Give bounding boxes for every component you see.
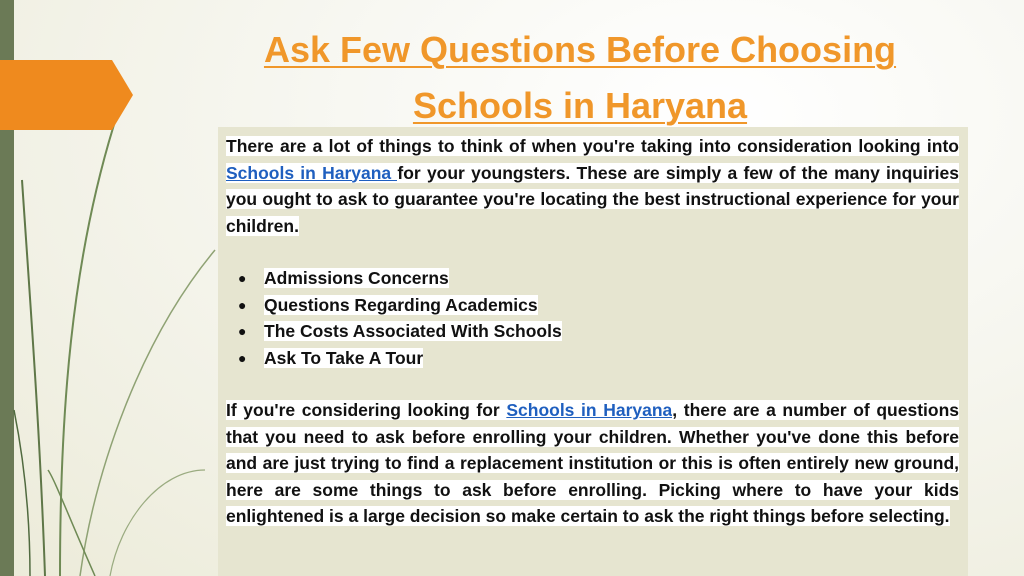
list-item — [226, 318, 959, 345]
list-item-label: The Costs Associated With Schools — [264, 321, 562, 341]
list-item-label: Questions Regarding Academics — [264, 294, 538, 315]
bullet-icon: ● — [238, 349, 247, 366]
closing-text-end: , there are a number of questions that you need to ask before enrolling your children. Whether you've done this before and are just trying to find a replacement institution or this is often entirely new ground, here are some things to ask before enrolling. Picking where to have your kids enlightened is a large decision so make certain to ask the right things before selecting. — [226, 400, 960, 526]
title-line-2: Schools in Haryana — [412, 85, 748, 126]
bullet-icon: ● — [238, 270, 247, 286]
closing-text-start: If you're considering looking for — [226, 400, 507, 420]
intro-text-end: for your youngsters. These are simply a few of the many inquiries you ought to ask to guarantee you're locating the best instructional experience for your children. — [226, 162, 959, 236]
title-line-1: Ask Few Questions Before Choosing — [263, 29, 897, 70]
list-item — [226, 292, 959, 319]
page-title — [140, 22, 1020, 134]
intro-text-start: There are a lot of things to think of when you're taking into consideration looking into — [226, 136, 959, 156]
content-body — [226, 133, 959, 530]
closing-paragraph — [226, 397, 959, 530]
question-list — [226, 265, 959, 371]
orange-arrow-shape — [0, 60, 133, 130]
list-item-label: Admissions Concerns — [264, 268, 449, 288]
bullet-icon: ● — [238, 296, 247, 313]
schools-link-1[interactable]: Schools in Haryana — [226, 162, 398, 183]
bullet-icon: ● — [238, 323, 247, 339]
list-item — [226, 345, 959, 372]
schools-link-2[interactable]: Schools in Haryana — [506, 400, 673, 420]
intro-paragraph — [226, 133, 959, 239]
list-item-label: Ask To Take A Tour — [264, 347, 424, 368]
list-item — [226, 265, 959, 292]
